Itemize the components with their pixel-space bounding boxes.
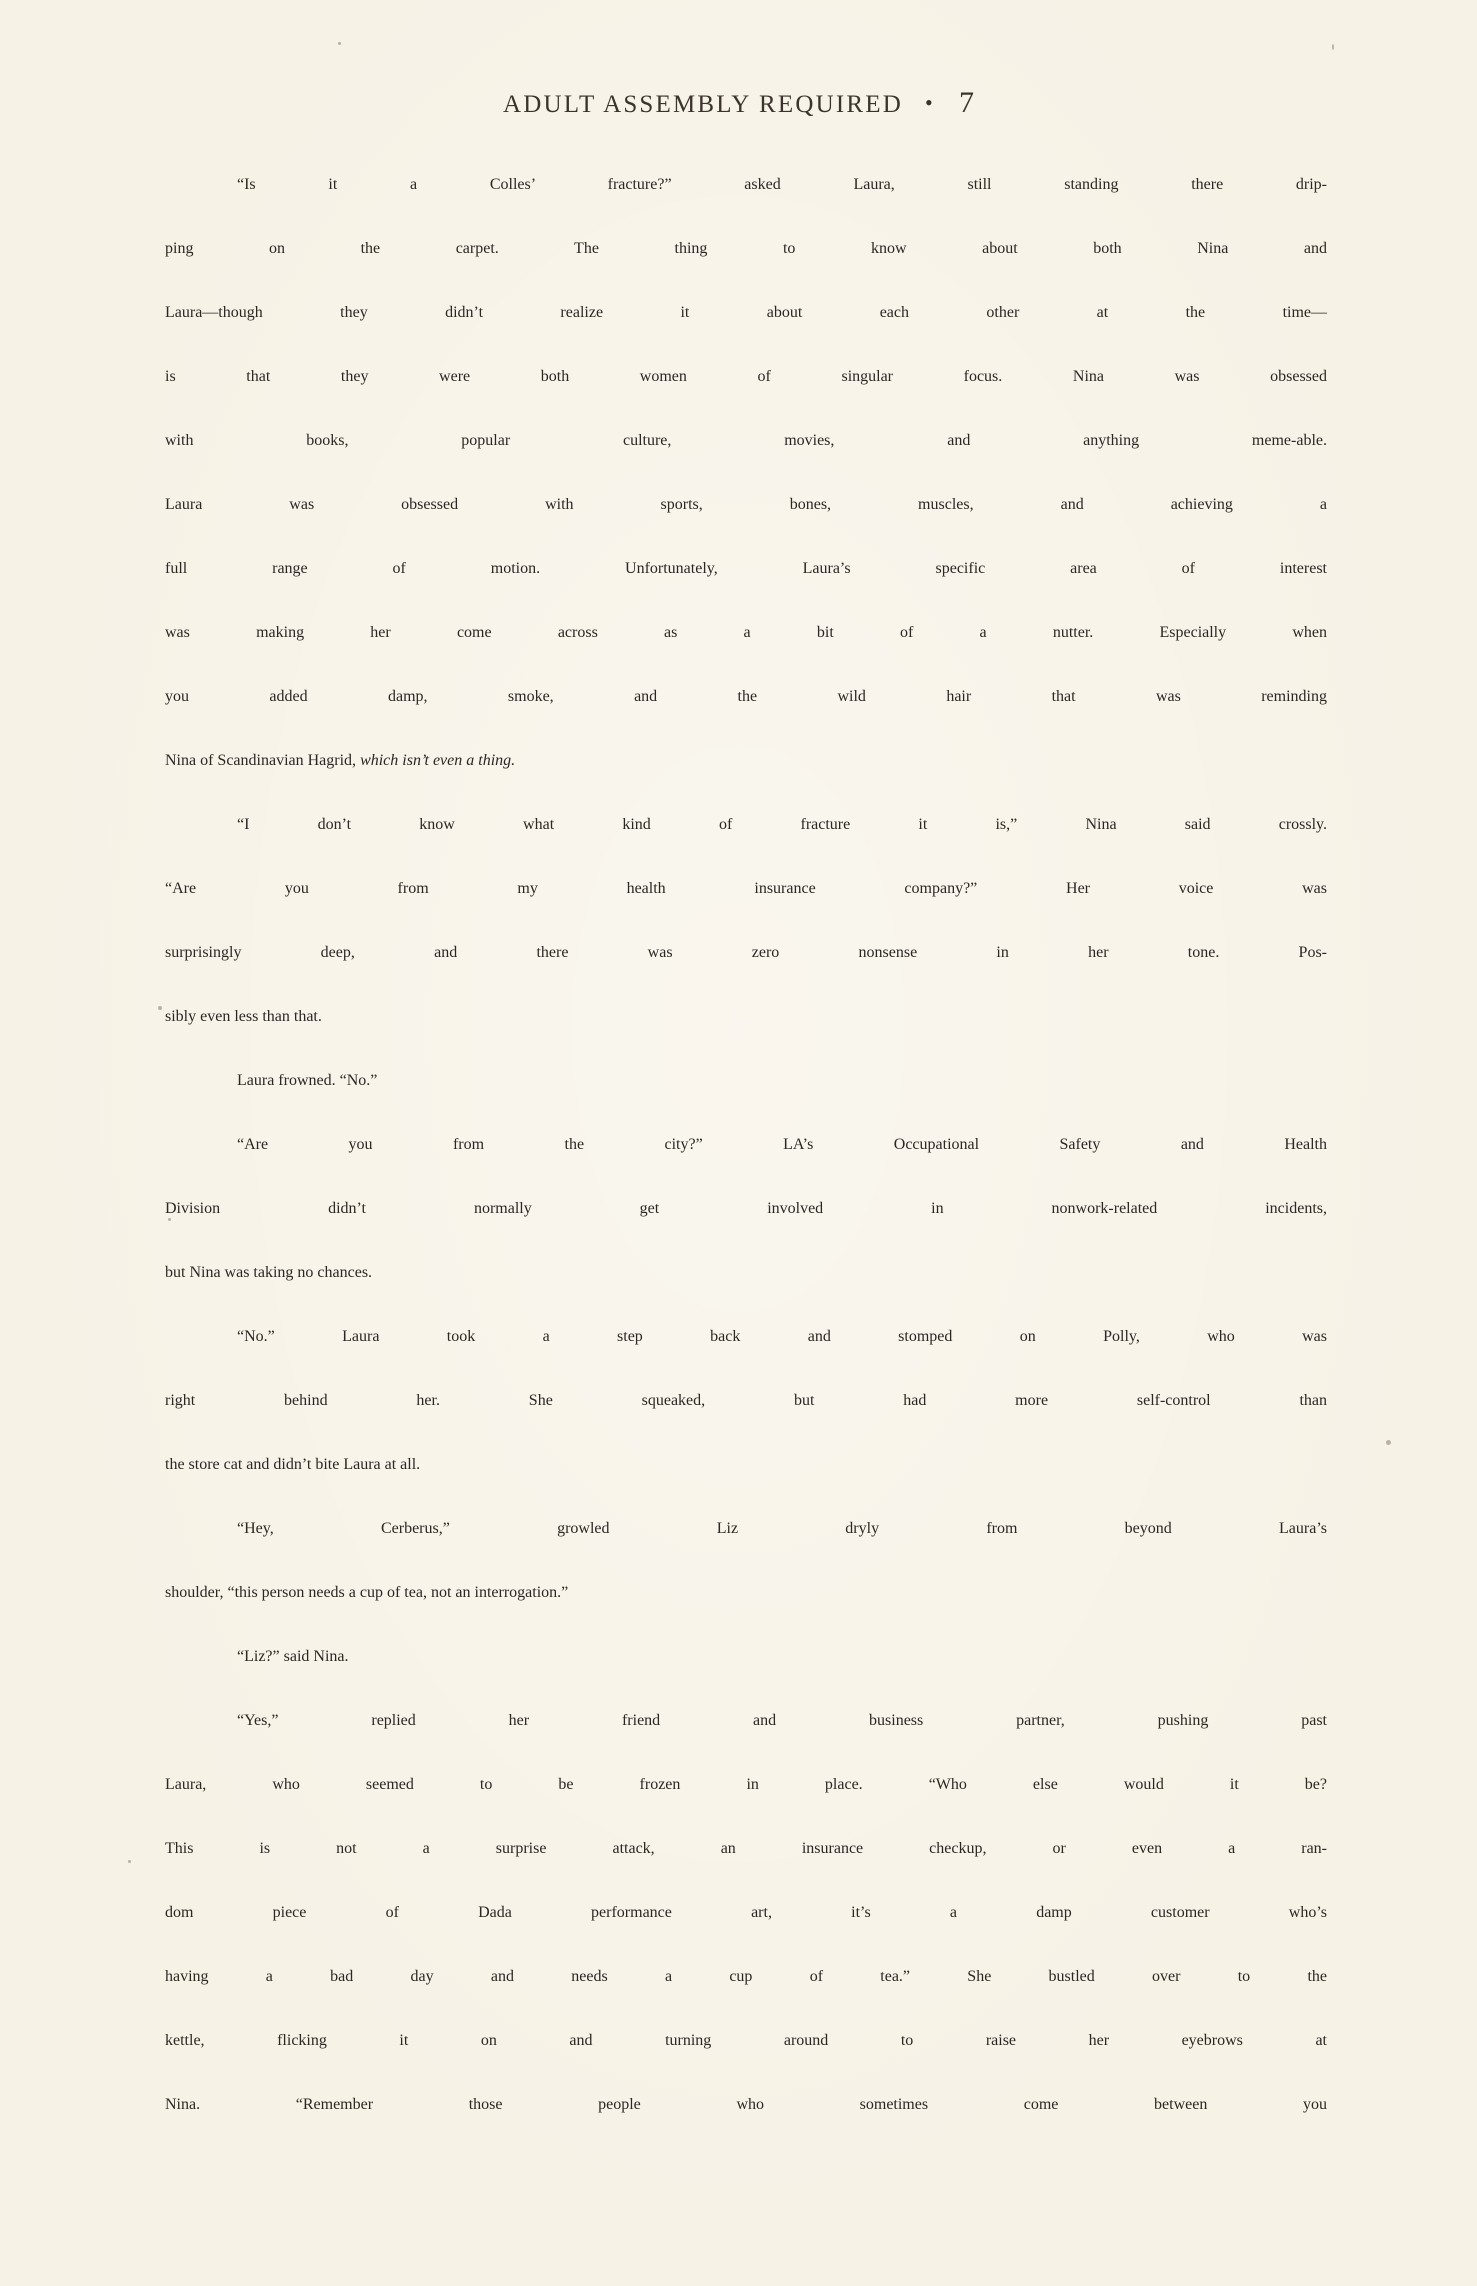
text-line: Laura was obsessed with sports, bones, muscles, and achieving a (165, 496, 1327, 513)
text-line: but Nina was taking no chances. (165, 1264, 373, 1281)
text-line: was making her come across as a bit of a nutter. Especially when (165, 624, 1327, 641)
text-line: “I don’t know what kind of fracture it is,” Nina said crossly. (237, 816, 1327, 833)
text-line: is that they were both women of singular focus. Nina was obsessed (165, 368, 1327, 385)
paper-speck (1332, 44, 1334, 50)
text-line: having a bad day and needs a cup of tea.” She bustled over to the (165, 1968, 1327, 1985)
body-text (165, 176, 1327, 2160)
text-line: kettle, flicking it on and turning around to raise her eyebrows at (165, 2032, 1327, 2049)
text-line: Nina of Scandinavian Hagrid, which isn’t even a thing. (165, 752, 516, 769)
text-line: Nina. “Remember those people who sometimes come between you (165, 2096, 1327, 2113)
text-line: Division didn’t normally get involved in nonwork-related incidents, (165, 1200, 1327, 1217)
paper-speck (168, 1218, 171, 1221)
running-title: ADULT ASSEMBLY REQUIRED (503, 91, 904, 118)
running-header (0, 86, 1477, 120)
text-line: “No.” Laura took a step back and stomped on Polly, who was (237, 1328, 1327, 1345)
text-line: Laura—though they didn’t realize it about each other at the time— (165, 304, 1327, 321)
text-line: “Is it a Colles’ fracture?” asked Laura, still standing there drip- (237, 176, 1327, 193)
text-line: surprisingly deep, and there was zero nonsense in her tone. Pos- (165, 944, 1327, 961)
text-line: dom piece of Dada performance art, it’s a damp customer who’s (165, 1904, 1327, 1921)
text-line: “Are you from my health insurance company?” Her voice was (165, 880, 1327, 897)
header-separator: • (925, 90, 935, 115)
paper-speck (158, 1006, 162, 1010)
paper-speck (338, 42, 341, 45)
text-line: the store cat and didn’t bite Laura at all. (165, 1456, 421, 1473)
text-line: “Liz?” said Nina. (237, 1648, 349, 1665)
text-line: sibly even less than that. (165, 1008, 322, 1025)
text-line: Laura frowned. “No.” (237, 1072, 378, 1089)
text-line: “Are you from the city?” LA’s Occupational Safety and Health (237, 1136, 1327, 1153)
text-line: right behind her. She squeaked, but had more self-control than (165, 1392, 1327, 1409)
text-line: you added damp, smoke, and the wild hair that was reminding (165, 688, 1327, 705)
paper-speck (128, 1860, 131, 1863)
text-line: “Yes,” replied her friend and business partner, pushing past (237, 1712, 1327, 1729)
text-line: “Hey, Cerberus,” growled Liz dryly from beyond Laura’s (237, 1520, 1327, 1537)
text-line: This is not a surprise attack, an insurance checkup, or even a ran- (165, 1840, 1327, 1857)
text-line: shoulder, “this person needs a cup of tea, not an interrogation.” (165, 1584, 569, 1601)
text-line: Laura, who seemed to be frozen in place. “Who else would it be? (165, 1776, 1327, 1793)
page-number: 7 (958, 86, 974, 119)
text-line: ping on the carpet. The thing to know about both Nina and (165, 240, 1327, 257)
italic-phrase: which isn’t even a thing. (360, 752, 516, 769)
paper-speck (1386, 1440, 1391, 1445)
text-line: with books, popular culture, movies, and anything meme-able. (165, 432, 1327, 449)
text-line: full range of motion. Unfortunately, Laura’s specific area of interest (165, 560, 1327, 577)
